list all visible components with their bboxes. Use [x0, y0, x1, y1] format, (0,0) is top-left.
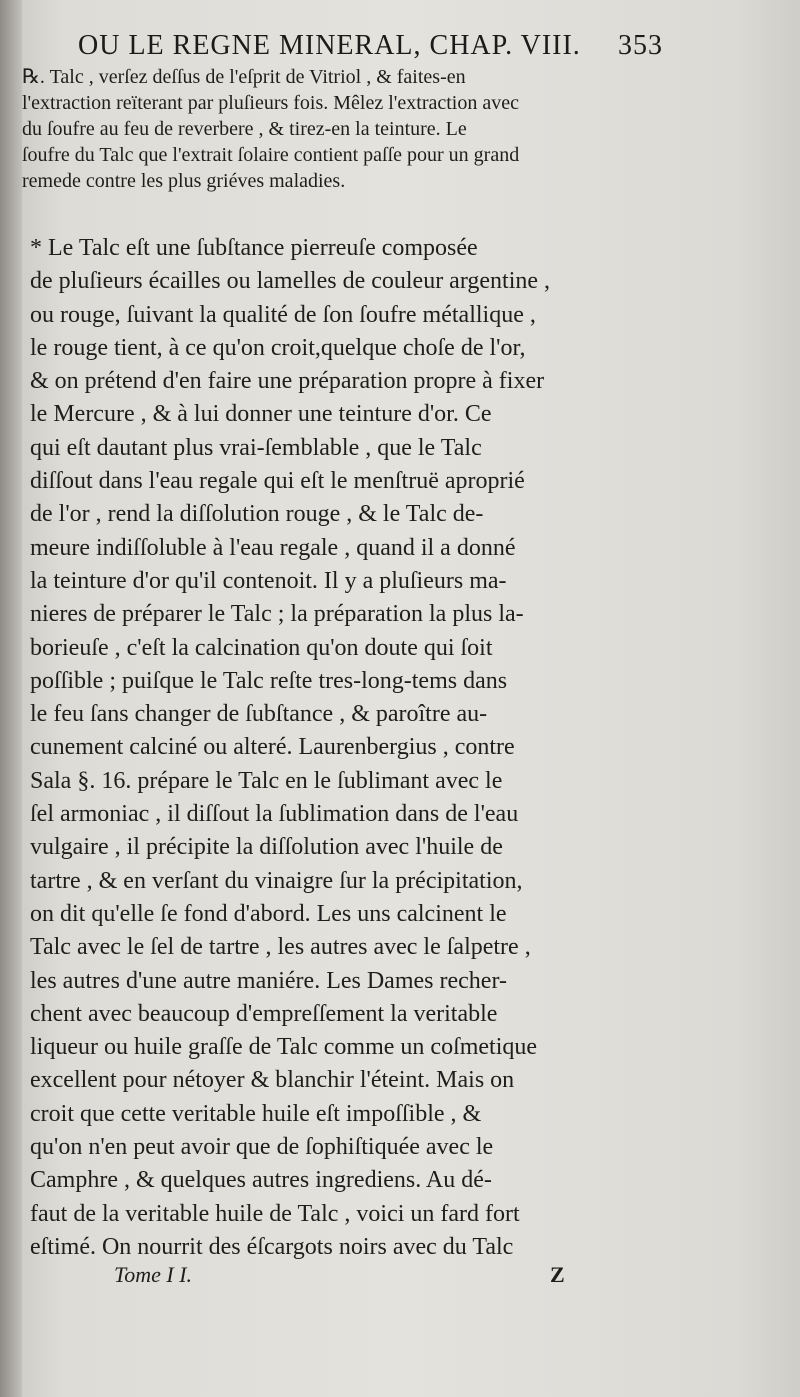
body-line: borieuſe , c'eſt la calcination qu'on doute qui ſoit [30, 634, 493, 661]
body-line: Sala §. 16. prépare le Talc en le ſublimant avec le [30, 767, 503, 794]
body-line: faut de la veritable huile de Talc , voici un fard fort [30, 1200, 520, 1227]
signature-mark: Z [550, 1262, 565, 1287]
body-line: les autres d'une autre maniére. Les Dames recher- [30, 967, 507, 994]
body-line: la teinture d'or qu'il contenoit. Il y a pluſieurs ma- [30, 567, 507, 594]
body-line: liqueur ou huile graſſe de Talc comme un coſmetique [30, 1034, 538, 1061]
body-line: cunement calciné ou alteré. Laurenbergius , contre [30, 734, 515, 761]
body-line: le rouge tient, à ce qu'on croit,quelque choſe de l'or, [30, 334, 526, 361]
body-line: qu'on n'en peut avoir que de ſophiſtiquée avec le [30, 1134, 494, 1161]
page-number: 353 [618, 30, 663, 61]
recipe-line: ſoufre du Talc que l'extrait ſolaire contient paſſe pour un grand [22, 144, 520, 166]
recipe-line: ℞. Talc , verſez deſſus de l'eſprit de Vitriol , & faites-en [22, 66, 466, 88]
body-line: excellent pour nétoyer & blanchir l'éteint. Mais on [30, 1067, 515, 1094]
body-line: nieres de préparer le Talc ; la préparation la plus la- [30, 601, 524, 628]
body-line: chent avec beaucoup d'empreſſement la veritable [30, 1000, 498, 1027]
body-line: le feu ſans changer de ſubſtance , & paroître au- [30, 701, 488, 728]
body-line: vulgaire , il précipite la diſſolution avec l'huile de [30, 834, 503, 861]
body-line: diſſout dans l'eau regale qui eſt le menſtruë aproprié [30, 468, 525, 495]
body-line: Camphre , & quelques autres ingrediens. Au dé- [30, 1167, 492, 1194]
page-gutter [0, 0, 22, 1397]
body-line: croit que cette veritable huile eſt impoſſible , & [30, 1100, 482, 1127]
recipe-line: remede contre les plus griéves maladies. [22, 170, 346, 192]
body-line: tartre , & en verſant du vinaigre ſur la précipitation, [30, 867, 523, 894]
running-header [78, 22, 678, 70]
recipe-line: l'extraction reïterant par pluſieurs fois. Mêlez l'extraction avec [22, 92, 519, 114]
body-line: & on prétend d'en faire une préparation propre à fixer [30, 368, 545, 395]
body-line: meure indiſſoluble à l'eau regale , quand il a donné [30, 534, 516, 561]
body-line: on dit qu'elle ſe fond d'abord. Les uns calcinent le [30, 900, 507, 927]
body-line: de pluſieurs écailles ou lamelles de couleur argentine , [30, 268, 551, 295]
body-line: Talc avec le ſel de tartre , les autres avec le ſalpetre , [30, 934, 531, 961]
body-line: qui eſt dautant plus vrai-ſemblable , que le Talc [30, 434, 482, 461]
body-line: de l'or , rend la diſſolution rouge , & le Talc de- [30, 501, 484, 528]
body-paragraph [30, 232, 680, 1264]
volume-label: Tome I I. [114, 1262, 193, 1287]
body-line: * Le Talc eſt une ſubſtance pierreuſe composée [30, 235, 478, 261]
body-line: le Mercure , & à lui donner une teinture d'or. Ce [30, 401, 492, 428]
body-line: ſel armoniac , il diſſout la ſublimation dans de l'eau [30, 801, 519, 828]
body-line: eſtimé. On nourrit des éſcargots noirs avec du Talc [30, 1233, 514, 1260]
body-line: ou rouge, ſuivant la qualité de ſon ſoufre métallique , [30, 301, 536, 328]
recipe-paragraph [22, 64, 672, 194]
header-title: OU LE REGNE MINERAL, CHAP. VIII. [78, 30, 581, 61]
body-line: poſſible ; puiſque le Talc reſte tres-long-tems dans [30, 667, 508, 694]
recipe-line: du ſoufre au feu de reverbere , & tirez-en la teinture. Le [22, 118, 467, 140]
